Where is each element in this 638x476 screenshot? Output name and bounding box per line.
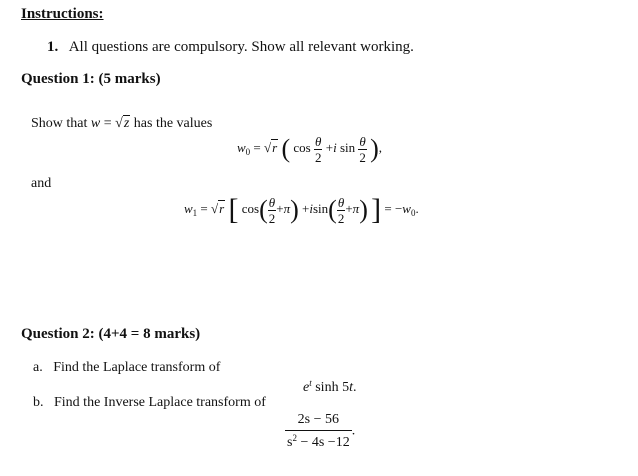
eq0-frac-2	[358, 135, 367, 164]
eq0-frac-1-den: 2	[314, 149, 322, 165]
expr-b-den-rest: − 4s −12	[296, 435, 350, 450]
eq0-lhs: w	[237, 139, 246, 155]
expr-b-den-s: s	[287, 435, 293, 450]
expr-a-trail: .	[352, 380, 357, 395]
part-a-text: Find the Laplace transform of	[53, 360, 221, 375]
eq0-sin: sin	[339, 139, 356, 155]
instruction-item-1	[47, 39, 414, 56]
eq1-sin: sin	[312, 200, 329, 216]
sqrt-sign: √	[115, 116, 123, 131]
intro-show-text: Show that	[31, 116, 88, 131]
instruction-text: All questions are compulsory. Show all relevant working.	[68, 39, 414, 55]
part-b-text: Find the Inverse Laplace transform of	[54, 395, 266, 410]
w-variable: w	[90, 116, 101, 131]
eq0-frac-1-num: θ	[315, 133, 322, 149]
expr-a-rest: sinh 5	[315, 380, 350, 395]
question-1-intro: Show that w = √z has the values	[31, 116, 213, 131]
eq0-frac-1	[314, 135, 323, 164]
eq1-lhs-sub: 1	[192, 207, 198, 218]
expr-a-t: t	[349, 380, 353, 395]
eq1-frac-2-num: θ	[337, 194, 345, 210]
eq1-right-bracket: ]	[371, 193, 382, 226]
eq0-i: i	[333, 139, 337, 155]
eq1-frac-2-den: 2	[337, 210, 345, 226]
and-label: and	[31, 176, 52, 191]
eq1-rhs: w	[402, 200, 411, 216]
question-2-part-b	[33, 395, 266, 411]
eq1-rhs-sub: 0	[410, 207, 416, 218]
expr-b-fraction	[285, 413, 352, 450]
eq1-paren-1-close: )	[290, 195, 299, 224]
expr-b-numerator: 2s − 56	[285, 413, 352, 431]
expr-a-exp: t	[309, 378, 312, 388]
question-2-title: Question 2: (4+4 = 8 marks)	[21, 326, 201, 342]
eq0-lhs-sub: 0	[245, 146, 251, 157]
expr-b-trail: .	[351, 423, 356, 439]
eq0-cos: cos	[293, 139, 311, 155]
eq1-left-bracket: [	[228, 193, 239, 226]
eq1-frac-1-num: θ	[268, 194, 276, 210]
eq1-sqrt-sign: √	[211, 200, 219, 216]
question-1-title: Question 1: (5 marks)	[21, 71, 161, 87]
eq1-frac-1	[268, 196, 277, 225]
eq1-trail: .	[415, 200, 419, 216]
eq1-pi-2: π	[352, 200, 360, 216]
question-2-part-a	[33, 360, 220, 376]
part-a-label: a.	[33, 360, 43, 375]
part-b-label: b.	[33, 395, 44, 410]
instruction-number: 1.	[47, 39, 59, 55]
expression-a	[303, 378, 356, 396]
eq0-right-paren: )	[370, 134, 379, 163]
eq0-trail: ,	[378, 139, 383, 155]
eq1-pi-1: π	[283, 200, 291, 216]
eq1-paren-2-open: (	[328, 195, 337, 224]
eq1-paren-2-close: )	[359, 195, 368, 224]
equation-w1: $w_1 = √r$ [ cos( $\frac{\theta}{2}$ +π) +isin( $\frac{\theta}{2}$ +π) ] = $-w_0$.	[184, 193, 419, 226]
expr-a-e: e	[303, 380, 310, 395]
eq1-paren-1-open: (	[259, 195, 268, 224]
eq0-r: r	[272, 139, 278, 155]
expr-b-denominator	[285, 431, 352, 450]
expression-b	[285, 413, 355, 450]
eq0-frac-2-den: 2	[359, 149, 366, 165]
eq0-frac-2-num: θ	[359, 133, 366, 149]
eq0-left-paren: (	[281, 134, 291, 163]
instructions-heading: Instructions:	[21, 6, 104, 22]
eq1-r: r	[219, 200, 225, 216]
expr-b-den-exp: 2	[292, 433, 297, 443]
eq1-i: i	[309, 200, 313, 216]
eq1-frac-1-den: 2	[268, 210, 276, 226]
eq1-frac-2	[337, 196, 346, 225]
eq1-lhs: w	[184, 200, 193, 216]
eq0-sqrt-sign: √	[264, 139, 272, 155]
equation-w0: $w_0 = √r$ ( cos $\frac{\theta}{2}$ +i sin $\frac{\theta}{2}$ ),	[237, 133, 383, 165]
intro-has-text: has the values	[133, 116, 213, 131]
eq1-cos: cos	[241, 200, 260, 216]
z-variable: z	[123, 116, 130, 131]
